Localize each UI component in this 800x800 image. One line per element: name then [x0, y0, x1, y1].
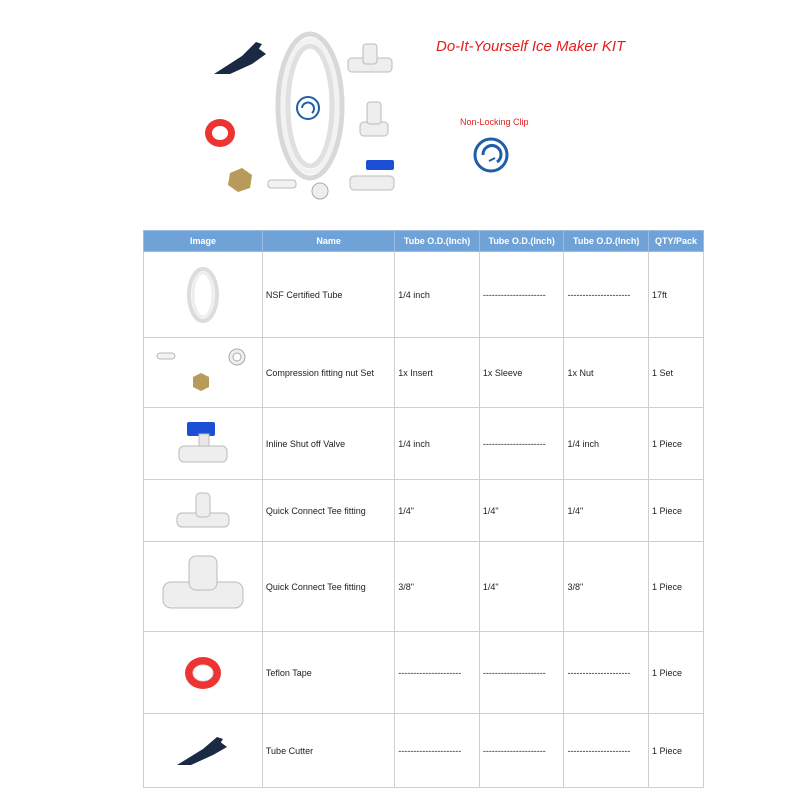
row-qty: 1 Piece: [649, 714, 704, 788]
row-image: [144, 252, 263, 338]
header-qty-pack: QTY/Pack: [649, 231, 704, 252]
row-qty: 17ft: [649, 252, 704, 338]
row-od-3: 1/4 inch: [564, 408, 649, 480]
table-row: [144, 542, 704, 632]
table-row: [144, 252, 704, 338]
header-tube-od-3: Tube O.D.(Inch): [564, 231, 649, 252]
kit-title: Do-It-Yourself Ice Maker KIT: [436, 38, 626, 55]
row-qty: 1 Piece: [649, 480, 704, 542]
table-row: [144, 632, 704, 714]
row-od-3: 1x Nut: [564, 338, 649, 408]
row-od-2: ---------------------: [479, 632, 564, 714]
row-od-3: 3/8": [564, 542, 649, 632]
row-name: Teflon Tape: [262, 632, 394, 714]
tube-cutter-icon: [214, 42, 266, 74]
row-name: NSF Certified Tube: [262, 252, 394, 338]
tee-fitting-icon: [348, 44, 392, 136]
row-od-2: ---------------------: [479, 408, 564, 480]
row-name: Quick Connect Tee fitting: [262, 480, 394, 542]
table-row: [144, 408, 704, 480]
row-od-2: ---------------------: [479, 252, 564, 338]
row-od-2: 1/4": [479, 480, 564, 542]
row-od-2: 1/4": [479, 542, 564, 632]
row-qty: 1 Piece: [649, 542, 704, 632]
row-qty: 1 Piece: [649, 632, 704, 714]
row-od-1: ---------------------: [395, 714, 480, 788]
teflon-tape-icon: [181, 653, 225, 693]
tube-cutter-icon: [173, 731, 233, 771]
row-od-1: 1/4 inch: [395, 408, 480, 480]
row-od-1: ---------------------: [395, 632, 480, 714]
row-od-1: 1/4": [395, 480, 480, 542]
row-image: [144, 632, 263, 714]
row-name: Compression fitting nut Set: [262, 338, 394, 408]
tube-coil-icon: [178, 265, 228, 325]
header-image: Image: [144, 231, 263, 252]
row-od-3: ---------------------: [564, 714, 649, 788]
row-name: Inline Shut off Valve: [262, 408, 394, 480]
row-image: [144, 542, 263, 632]
row-od-1: 3/8": [395, 542, 480, 632]
row-image: [144, 480, 263, 542]
row-od-2: 1x Sleeve: [479, 338, 564, 408]
shutoff-valve-icon: [173, 414, 233, 474]
teflon-tape-icon: [205, 119, 235, 147]
kit-contents-table: [143, 230, 704, 788]
tee-fitting-small-icon: [173, 489, 233, 533]
row-image: [144, 338, 263, 408]
kit-product-photo: [200, 28, 440, 218]
table-header-row: [144, 231, 704, 252]
row-od-3: 1/4": [564, 480, 649, 542]
row-qty: 1 Piece: [649, 408, 704, 480]
clip-logo-icon: [297, 97, 319, 119]
row-name: Tube Cutter: [262, 714, 394, 788]
tee-fitting-large-icon: [159, 552, 247, 622]
row-od-1: 1/4 inch: [395, 252, 480, 338]
table-row: [144, 338, 704, 408]
row-qty: 1 Set: [649, 338, 704, 408]
header-tube-od-1: Tube O.D.(Inch): [395, 231, 480, 252]
row-od-3: ---------------------: [564, 632, 649, 714]
row-name: Quick Connect Tee fitting: [262, 542, 394, 632]
compression-nut-set-icon: [153, 343, 253, 403]
row-image: [144, 714, 263, 788]
row-image: [144, 408, 263, 480]
shutoff-valve-icon: [350, 160, 394, 190]
non-locking-clip-icon: [471, 135, 511, 175]
header-name: Name: [262, 231, 394, 252]
row-od-3: ---------------------: [564, 252, 649, 338]
table-row: [144, 480, 704, 542]
table-row: [144, 714, 704, 788]
row-od-1: 1x Insert: [395, 338, 480, 408]
row-od-2: ---------------------: [479, 714, 564, 788]
clip-label: Non-Locking Clip: [460, 117, 529, 127]
header-tube-od-2: Tube O.D.(Inch): [479, 231, 564, 252]
